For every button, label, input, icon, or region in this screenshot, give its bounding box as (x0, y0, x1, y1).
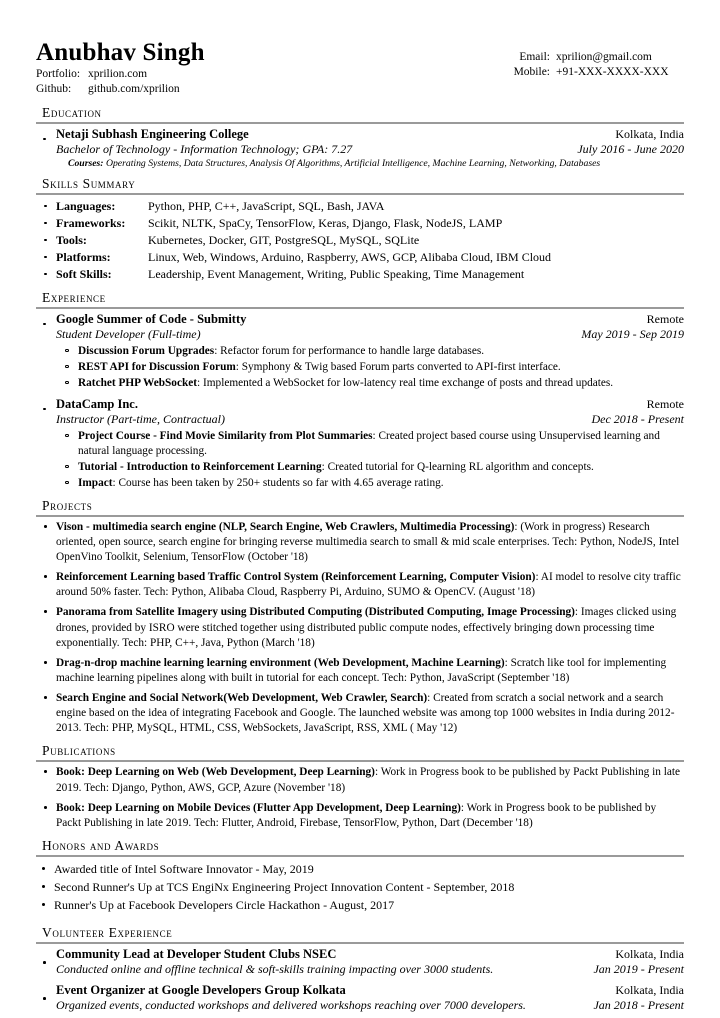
project-item (36, 691, 684, 736)
education-courses (56, 158, 684, 169)
honor-text: Second Runner's Up at TCS EngiNx Engineering Project Innovation Content - September, 2018 (54, 879, 515, 894)
experience-detail-row (56, 327, 684, 342)
skill-row (36, 232, 684, 249)
point-title: Discussion Forum Upgrades (78, 344, 215, 357)
resume-header (36, 40, 684, 98)
volunteer-role: Event Organizer at Google Developers Group Kolkata (56, 982, 346, 997)
mobile-row (514, 65, 684, 80)
education-title-row (56, 127, 684, 142)
skill-value: Leadership, Event Management, Writing, Public Speaking, Time Management (148, 266, 525, 281)
point-text: : Created tutorial for Q-learning RL algorithm and concepts. (321, 460, 594, 473)
project-title: Vison - multimedia search engine (NLP, Search Engine, Web Crawlers, Multimedia Processing) (56, 520, 515, 533)
volunteer-detail-row (56, 962, 684, 977)
volunteer-location: Kolkata, India (615, 982, 684, 997)
section-volunteer (36, 925, 684, 1013)
contact-right-block (514, 40, 684, 80)
skill-row (36, 215, 684, 232)
section-rule (36, 307, 684, 309)
volunteer-dates: Jan 2019 - Present (593, 961, 684, 976)
sub-bullet-icon (65, 481, 69, 485)
skill-value: Kubernetes, Docker, GIT, PostgreSQL, MySQL, SQLite (148, 232, 420, 247)
section-experience (36, 290, 684, 491)
project-description: : Images clicked using drones, provided by ISRO were stitched together using distributed public compute nodes, effectively bringing down processing time exponentially. Tech: PHP, C++, Java, Python (March '18) (56, 606, 677, 649)
volunteer-location: Kolkata, India (615, 946, 684, 961)
experience-company: DataCamp Inc. (56, 396, 138, 411)
bullet-icon (43, 138, 46, 141)
volunteer-entry (36, 947, 684, 977)
volunteer-entry (36, 983, 684, 1013)
publication-description: : Work in Progress book to be published by Packt Publishing in late 2019. Tech: Django, Python, AWS, GCP, Azure (November '18) (56, 766, 681, 794)
section-publications (36, 743, 684, 831)
courses-value: Operating Systems, Data Structures, Analysis Of Algorithms, Artificial Intelligence, Machine Learning, Networking, Databases (105, 157, 601, 169)
github-label: Github: (36, 83, 72, 96)
honor-item (36, 896, 684, 914)
project-item (36, 570, 684, 600)
github-value[interactable]: github.com/xprilion (88, 83, 180, 96)
volunteer-detail-row (56, 998, 684, 1013)
section-title-education: Education (42, 104, 102, 120)
experience-entry (36, 397, 684, 427)
bullet-icon (44, 525, 47, 528)
experience-point (36, 429, 684, 459)
section-rule (36, 193, 684, 195)
project-item (36, 656, 684, 686)
bullet-icon (44, 661, 47, 664)
section-title-volunteer: Volunteer Experience (42, 924, 173, 940)
experience-point (36, 460, 684, 475)
skill-label: Languages: (56, 198, 116, 213)
portfolio-row (36, 67, 205, 82)
publication-description: : Work in Progress book to be published by Packt Publishing in late 2019. Tech: Flutter, Android, Firebase, TensorFlow, Python, Dart (December '18) (56, 801, 657, 829)
point-text: : Symphony & Twig based Forum parts converted to API-first interface. (235, 360, 561, 373)
skill-row (36, 249, 684, 266)
bullet-icon (42, 903, 45, 906)
section-title-skills: Skills Summary (42, 175, 136, 191)
project-title: Panorama from Satellite Imagery using Distributed Computing (Distributed Computing, Image Processing) (56, 606, 575, 619)
experience-detail-row (56, 412, 684, 427)
bullet-icon (44, 575, 47, 578)
volunteer-title-row (56, 983, 684, 998)
skill-label: Soft Skills: (56, 266, 112, 281)
mobile-label: Mobile: (513, 66, 550, 79)
publication-item (36, 765, 684, 795)
bullet-icon (44, 205, 47, 208)
section-rule (36, 942, 684, 944)
project-description: : Scratch like tool for implementing machine learning pipelines along with built in tutorial for each concept. Tech: Python, JavaScript (September '18) (56, 656, 667, 684)
point-title: Tutorial - Introduction to Reinforcement Learning (78, 460, 322, 473)
point-text: : Created project based course using Unsupervised learning and natural language processing. (78, 429, 660, 457)
point-title: Impact (78, 476, 113, 489)
publication-title: Book: Deep Learning on Web (Web Development, Deep Learning) (56, 766, 375, 779)
sub-bullet-icon (65, 349, 69, 353)
bullet-icon (43, 408, 46, 411)
volunteer-dates: Jan 2018 - Present (593, 997, 684, 1012)
education-institution: Netaji Subhash Engineering College (56, 126, 249, 141)
skill-label: Tools: (56, 232, 87, 247)
section-rule (36, 122, 684, 124)
sub-bullet-icon (65, 381, 69, 385)
skill-row (36, 198, 684, 215)
experience-company: Google Summer of Code - Submitty (56, 311, 247, 326)
section-rule (36, 855, 684, 857)
section-title-projects: Projects (42, 497, 93, 513)
bullet-icon (44, 770, 47, 773)
volunteer-title-row (56, 947, 684, 962)
education-entry (36, 127, 684, 169)
point-title: Ratchet PHP WebSocket (78, 376, 198, 389)
volunteer-description: Organized events, conducted workshops and delivered workshops reaching over 7000 developers. (56, 997, 526, 1012)
bullet-icon (42, 867, 45, 870)
section-rule (36, 515, 684, 517)
bullet-icon (43, 323, 46, 326)
honor-item (36, 878, 684, 896)
section-projects (36, 498, 684, 737)
education-detail-row (56, 142, 684, 157)
sub-bullet-icon (65, 365, 69, 369)
experience-point (36, 344, 684, 359)
skill-label: Platforms: (56, 249, 111, 264)
skill-value: Python, PHP, C++, JavaScript, SQL, Bash, JAVA (148, 198, 385, 213)
experience-dates: Dec 2018 - Present (591, 411, 684, 426)
publication-title: Book: Deep Learning on Mobile Devices (Flutter App Development, Deep Learning) (56, 801, 461, 814)
bullet-icon (44, 256, 47, 259)
experience-role: Student Developer (Full-time) (56, 326, 201, 341)
section-title-experience: Experience (42, 289, 106, 305)
bullet-icon (44, 610, 47, 613)
point-text: : Refactor forum for performance to handle large databases. (214, 344, 485, 357)
project-title: Drag-n-drop machine learning learning environment (Web Development, Machine Learning) (56, 656, 505, 669)
project-description: : AI model to resolve city traffic around 50% faster. Tech: Python, Alibaba Cloud, Raspberry Pi, Arduino, SUMO & OpenCV. (August '18) (56, 571, 681, 599)
skill-row (36, 266, 684, 283)
education-degree: Bachelor of Technology - Information Technology; GPA: 7.27 (56, 141, 353, 156)
point-text: : Implemented a WebSocket for low-latency real time exchange of posts and thread updates. (197, 376, 614, 389)
skills-list (36, 198, 684, 283)
mobile-value: +91-XXX-XXXX-XXX (556, 66, 669, 79)
project-item (36, 520, 684, 565)
honor-item (36, 860, 684, 878)
experience-dates: May 2019 - Sep 2019 (581, 326, 684, 341)
bullet-icon (42, 885, 45, 888)
bullet-icon (44, 806, 47, 809)
experience-role: Instructor (Part-time, Contractual) (56, 411, 225, 426)
portfolio-label: Portfolio: (36, 68, 81, 81)
sub-bullet-icon (65, 465, 69, 469)
experience-entry (36, 312, 684, 342)
skill-value: Scikit, NLTK, SpaCy, TensorFlow, Keras, Django, Flask, NodeJS, LAMP (148, 215, 503, 230)
github-row (36, 82, 205, 97)
bullet-icon (44, 239, 47, 242)
project-title: Search Engine and Social Network(Web Development, Web Crawler, Search) (56, 692, 428, 705)
email-label: Email: (519, 51, 550, 63)
skill-value: Linux, Web, Windows, Arduino, Raspberry, AWS, GCP, Alibaba Cloud, IBM Cloud (148, 249, 552, 264)
email-value[interactable]: xprilion@gmail.com (556, 51, 652, 63)
candidate-name: Anubhav Singh (36, 39, 205, 66)
bullet-icon (44, 222, 47, 225)
courses-label: Courses: (68, 157, 104, 169)
sub-bullet-icon (65, 434, 69, 438)
volunteer-description: Conducted online and offline technical & soft-skills training impacting over 3000 students. (56, 961, 494, 976)
experience-title-row (56, 312, 684, 327)
project-description: : Created from scratch a social network and a search engine based on the idea of integrating Facebook and Google. The launched website was among top 1000 websites in India during 2012-2013. Tech: PHP, MySQL, HTML, CSS, WebSockets, JavaScript, RSS, XML ( May '12) (56, 692, 675, 735)
experience-point (36, 360, 684, 375)
volunteer-role: Community Lead at Developer Student Clubs NSEC (56, 946, 337, 961)
honor-text: Awarded title of Intel Software Innovator - May, 2019 (54, 861, 314, 876)
point-title: Project Course - Find Movie Similarity from Plot Summaries (78, 429, 373, 442)
honor-text: Runner's Up at Facebook Developers Circle Hackathon - August, 2017 (54, 897, 395, 912)
portfolio-value[interactable]: xprilion.com (88, 68, 148, 81)
experience-location: Remote (646, 311, 684, 326)
section-skills (36, 176, 684, 283)
project-item (36, 605, 684, 650)
education-location: Kolkata, India (615, 126, 684, 141)
point-text: : Course has been taken by 250+ students so far with 4.65 average rating. (112, 476, 444, 489)
project-description: : (Work in progress) Research oriented, open source, search engine for bringing reverse multimedia search to small & mid scale enterprises. Tech: Python, NodeJS, Intel OpenVino Toolkit, Selenium, TensorFlow (October '18) (56, 520, 680, 564)
experience-location: Remote (646, 396, 684, 411)
education-dates: July 2016 - June 2020 (577, 141, 684, 156)
section-title-honors: Honors and Awards (42, 837, 160, 853)
bullet-icon (43, 961, 46, 964)
section-honors (36, 838, 684, 914)
section-education (36, 105, 684, 169)
bullet-icon (44, 273, 47, 276)
email-row (514, 50, 684, 65)
skill-label: Frameworks: (56, 215, 126, 230)
publication-item (36, 801, 684, 831)
experience-title-row (56, 397, 684, 412)
experience-point (36, 476, 684, 491)
section-rule (36, 760, 684, 762)
section-title-publications: Publications (42, 743, 116, 759)
bullet-icon (43, 997, 46, 1000)
bullet-icon (44, 696, 47, 699)
point-title: REST API for Discussion Forum (78, 360, 236, 373)
project-title: Reinforcement Learning based Traffic Control System (Reinforcement Learning, Computer Vision) (56, 571, 536, 584)
contact-left-block (36, 67, 205, 97)
experience-point (36, 376, 684, 391)
header-identity (36, 40, 205, 98)
